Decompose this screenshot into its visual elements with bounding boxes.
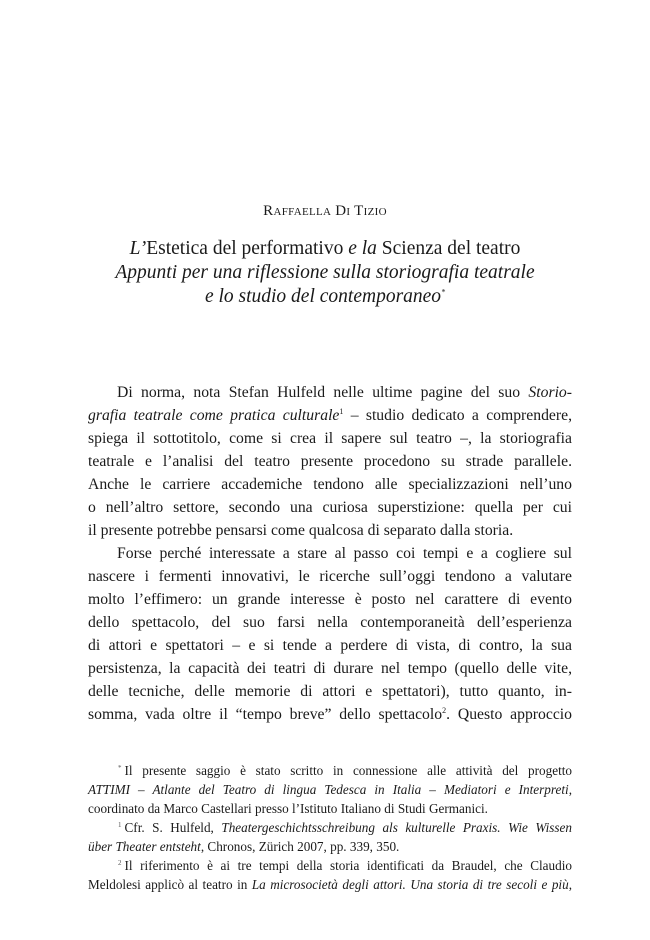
subtitle-line-2 <box>0 285 650 309</box>
body-line: persistenza, la capacità dei teatri di durare nel tempo (quello delle vite, <box>88 660 572 677</box>
body-line: dello spettacolo, del suo farsi nella contemporaneità dell’esperienza <box>88 614 572 631</box>
footnote-mark: * <box>118 763 122 772</box>
footnote-ref[interactable]: 1 <box>339 406 344 416</box>
footnote-mark: 1 <box>118 820 122 829</box>
body-line: teatrale e l’analisi del teatro presente procedono su strade parallele. <box>88 453 572 470</box>
footnote-ref[interactable]: 2 <box>442 705 447 715</box>
footnote-line: $^1$ Cfr. S. Hulfeld, Theatergeschichtsschreibung als kulturelle Praxis. Wie Wissen <box>118 820 572 835</box>
body-line: Anche le carriere accademiche tendono alle specializzazioni nell’uno <box>88 476 572 493</box>
footnote-line: ATTIMI – Atlante del Teatro di lingua Tedesca in Italia – Mediatori e Interpreti, <box>88 782 572 797</box>
body-line: o nell’altro settore, secondo una curiosa superstizione: quella per cui <box>88 499 572 516</box>
subtitle-line-1: Appunti per una riflessione sulla storiografia teatrale <box>115 262 535 283</box>
footnote-line: über Theater entsteht, Chronos, Zürich 2007, pp. 339, 350. <box>88 839 400 854</box>
footnote-mark: 2 <box>118 858 122 867</box>
body-line: Forse perché interessate a stare al passo coi tempi e a cogliere sul <box>117 545 572 562</box>
body-line: molto l’effimero: un grande interesse è posto nel carattere di evento <box>88 591 572 608</box>
body-line: nascere i fermenti innovativi, le ricerche sull’oggi tendono a valutare <box>88 568 572 585</box>
title-line-1 <box>0 237 650 261</box>
body-line: spiega il sottotitolo, come si crea il sapere sul teatro –, la storiografia <box>88 430 572 447</box>
subtitle-text: e lo studio del contemporaneo <box>204 286 442 307</box>
title-footnote-mark: * <box>441 287 446 297</box>
title-connector: e la <box>348 238 377 259</box>
body-line: grafia teatrale come pratica culturale$^1$ – studio dedicato a comprendere, <box>88 406 572 424</box>
footnote-line: $^2$ Il riferimento è ai tre tempi della storia identificati da Braudel, che Claudio <box>118 858 572 873</box>
title-part-1: Estetica del performativo <box>146 238 349 259</box>
footnote-line: coordinato da Marco Castellari presso l’Istituto Italiano di Studi Germanici. <box>88 801 488 816</box>
footnote-line: Meldolesi applicò al teatro in La microsocietà degli attori. Una storia di tre secoli e più, <box>88 877 572 892</box>
body-line: somma, vada oltre il “tempo breve” dello spettacolo$^2$. Questo approccio <box>88 705 572 723</box>
body-line: Di norma, nota Stefan Hulfeld nelle ultime pagine del suo Storio- <box>117 384 572 401</box>
author-name: Raffaella Di Tizio <box>263 203 387 219</box>
body-line: di attori e spettatori – e si tende a perdere di vista, di contro, la sua <box>88 637 572 654</box>
footnote-line: * Il presente saggio è stato scritto in connessione alle attività del progetto <box>118 763 572 778</box>
body-line: il presente potrebbe pensarsi come qualcosa di separato dalla storia. <box>88 522 514 539</box>
body-line: delle tecniche, delle memorie di attori e spettatori), tutto quanto, in- <box>88 683 572 700</box>
title-part-2: Scienza del teatro <box>376 238 521 259</box>
title-article: L’ <box>129 238 147 259</box>
